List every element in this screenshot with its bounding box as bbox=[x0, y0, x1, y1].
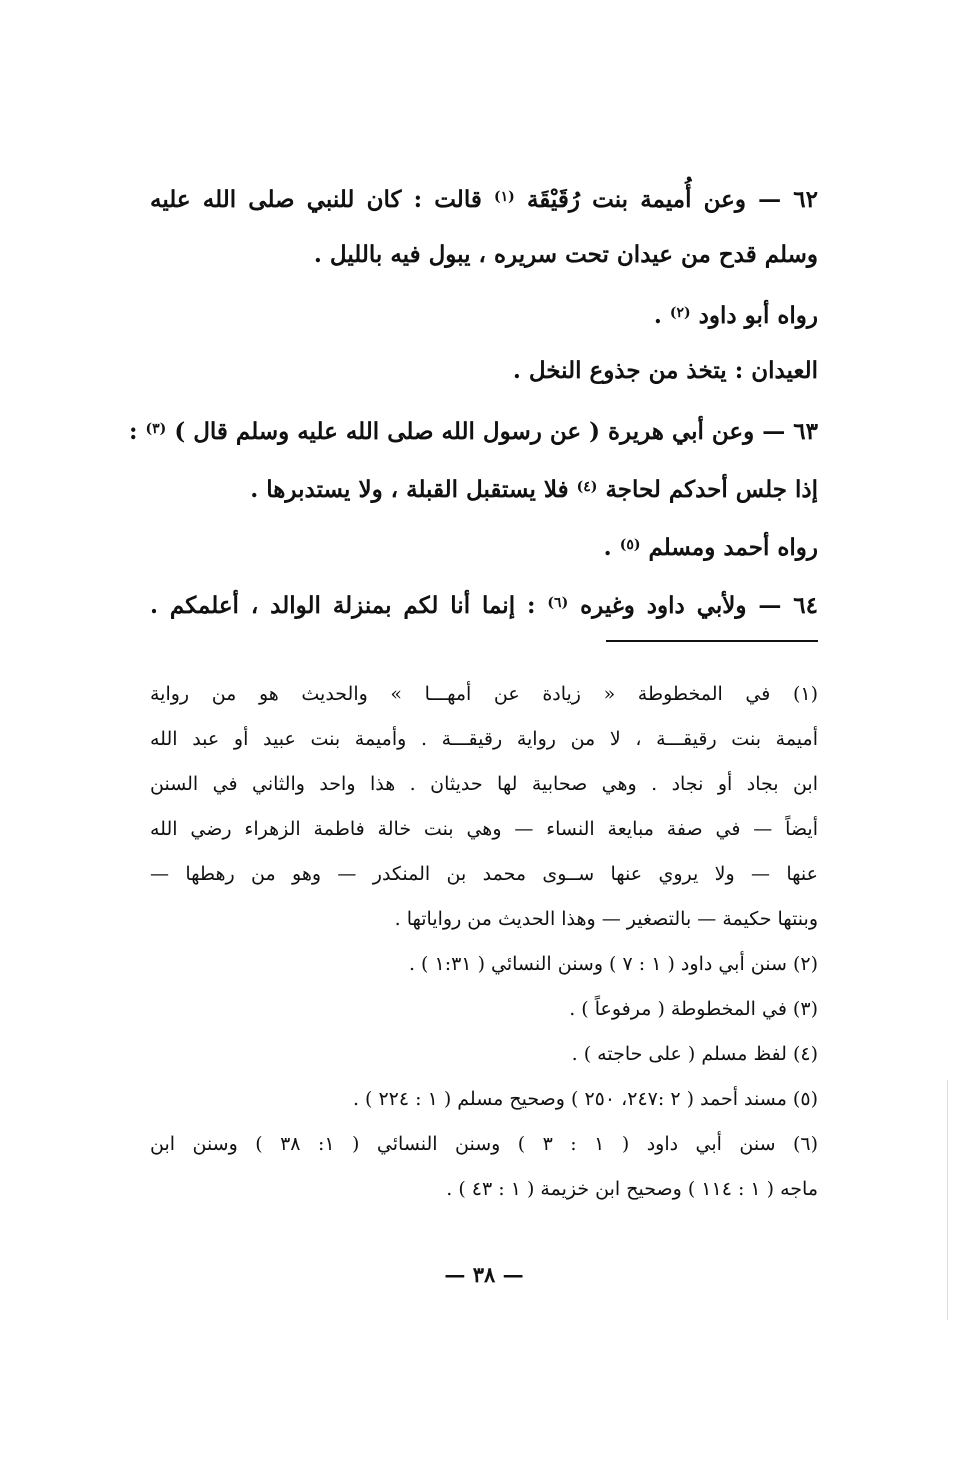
footnote-1-line-3: ابن بجاد أو نجاد . وهي صحابية لها حديثان . هذا واحد والثاني في السنن bbox=[150, 773, 818, 795]
hadith-63 bbox=[129, 400, 818, 574]
hadith-62-gloss: العيدان : يتخذ من جذوع النخل . bbox=[512, 357, 818, 384]
hadith-64-text-a: ٦٤ — ولأبي داود وغيره bbox=[580, 592, 819, 619]
footnote-6-line-1: (٦) سنن أبي داود ( ١ : ٣ ) وسنن النسائي ( ١: ٣٨ ) وسنن ابن bbox=[150, 1133, 819, 1155]
footnote-4: (٤) لفظ مسلم ( على حاجته ) . bbox=[571, 1043, 818, 1065]
hadith-63-line-1 bbox=[129, 400, 818, 458]
hadith-63-text-b: : bbox=[129, 418, 138, 445]
hadith-62-source-text: رواه أبو داود bbox=[698, 302, 818, 329]
hadith-63-text-a: ٦٣ — وعن أبي هريرة ( عن رسول الله صلى الله عليه وسلم قال ) bbox=[174, 418, 818, 445]
hadith-62-text-b: قالت : كان للنبي صلى الله عليه bbox=[150, 186, 482, 213]
footnotes bbox=[150, 672, 818, 1212]
hadith-62 bbox=[150, 168, 818, 400]
footnote-1-line-1: (١) في المخطوطة « زيادة عن أمهـــا » والحديث هو من رواية bbox=[150, 683, 818, 705]
main-text bbox=[129, 168, 819, 632]
hadith-63-source-end: . bbox=[603, 534, 612, 561]
page-number: — ٣٨ — bbox=[444, 1262, 524, 1287]
footnote-3: (٣) في المخطوطة ( مرفوعاً ) . bbox=[569, 998, 818, 1020]
footnote-divider bbox=[606, 640, 818, 642]
hadith-62-line-1 bbox=[150, 168, 818, 226]
footnote-ref-3: (٣) bbox=[145, 421, 167, 437]
hadith-63-text-d: فلا يستقبل القبلة ، ولا يستدبرها . bbox=[250, 476, 569, 503]
hadith-64-line-1 bbox=[150, 574, 818, 632]
footnote-5: (٥) مسند أحمد ( ٢ :٢٤٧، ٢٥٠ ) وصحيح مسلم ( ١ : ٢٢٤ ) . bbox=[352, 1088, 818, 1110]
hadith-63-source bbox=[150, 516, 818, 574]
hadith-64 bbox=[150, 574, 818, 632]
hadith-62-line-2: وسلم قدح من عيدان تحت سريره ، يبول فيه بالليل . bbox=[313, 241, 818, 268]
footnote-6-line-2: ماجه ( ١ : ١١٤ ) وصحيح ابن خزيمة ( ١ : ٤٣ ) . bbox=[446, 1178, 818, 1200]
footnote-2: (٢) سنن أبي داود ( ١ : ٧ ) وسنن النسائي ( ١:٣١ ) . bbox=[408, 953, 818, 975]
footnote-1-line-4: أيضاً — في صفة مبايعة النساء — وهي بنت خالة فاطمة الزهراء رضي الله bbox=[150, 818, 818, 840]
hadith-64-text-b: : إنما أنا لكم بمنزلة الوالد ، أعلمكم . bbox=[150, 592, 536, 619]
footnote-ref-6: (٦) bbox=[547, 595, 569, 611]
scan-margin-line bbox=[947, 1080, 948, 1320]
hadith-62-source-end: . bbox=[653, 302, 662, 329]
footnote-1-line-2: أميمة بنت رقيقـــة ، لا من رواية رقيقـــة . وأميمة بنت عبيد أو عبد الله bbox=[150, 728, 818, 750]
footnote-ref-4: (٤) bbox=[576, 479, 598, 495]
footnote-ref-5: (٥) bbox=[619, 537, 641, 553]
hadith-63-source-text: رواه أحمد ومسلم bbox=[648, 534, 818, 561]
footnote-1-line-5: عنها — ولا يروي عنها ســوى محمد بن المنكدر — وهو من رهطها — bbox=[150, 863, 818, 885]
footnote-ref-2: (٢) bbox=[669, 305, 691, 321]
hadith-63-text-c: إذا جلس أحدكم لحاجة bbox=[605, 476, 818, 503]
hadith-62-source bbox=[150, 284, 818, 342]
hadith-63-line-2 bbox=[150, 458, 818, 516]
hadith-62-text-a: ٦٢ — وعن أُميمة بنت رُقَيْقَة bbox=[526, 186, 819, 213]
footnote-ref-1: (١) bbox=[494, 189, 515, 205]
footnote-1-line-6: وبنتها حكيمة — بالتصغير — وهذا الحديث من رواياتها . bbox=[394, 908, 818, 930]
